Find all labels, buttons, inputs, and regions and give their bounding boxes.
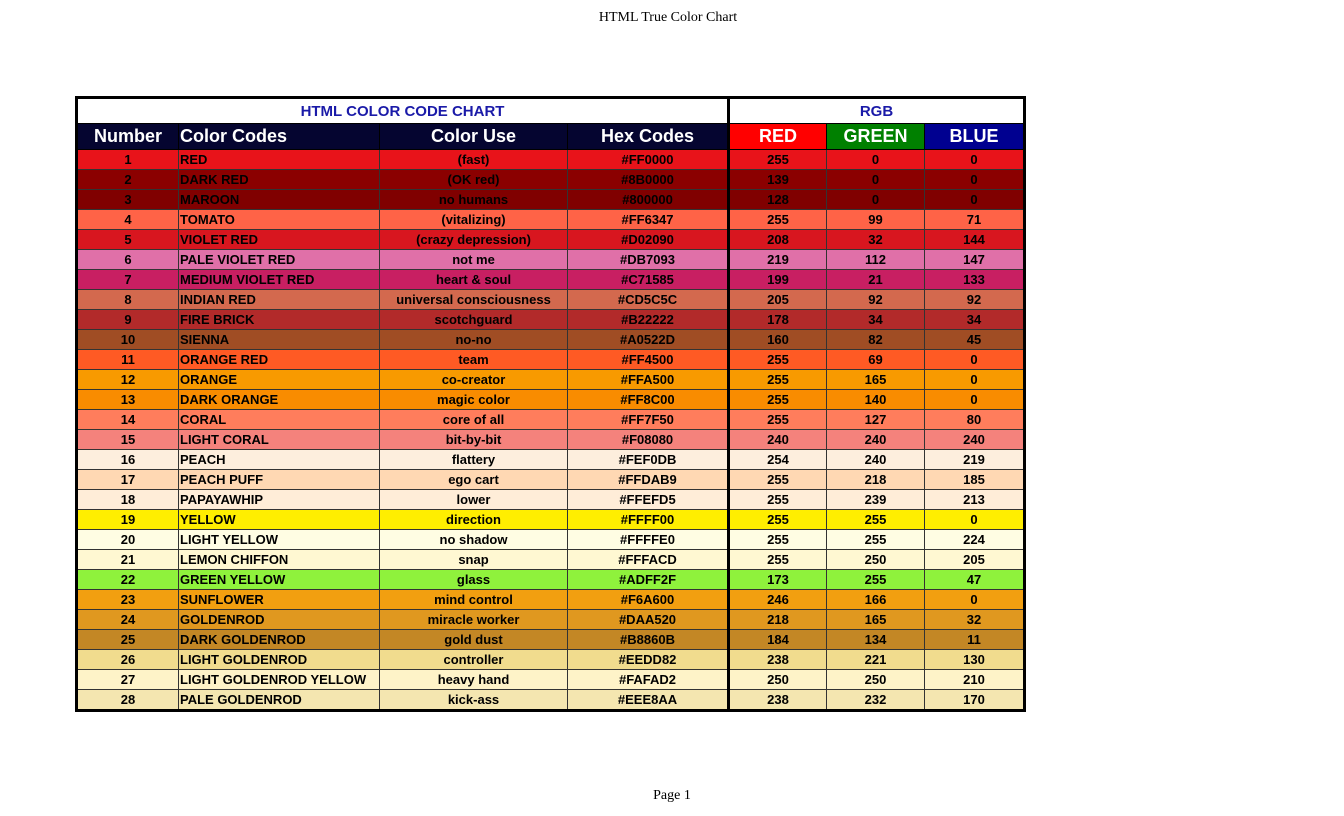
table-row [77,670,1025,690]
row-color-name: LIGHT CORAL [179,430,380,450]
row-green-value: 239 [827,490,925,510]
row-number: 24 [77,610,179,630]
column-header-green: GREEN [827,124,925,150]
row-color-use: snap [380,550,568,570]
column-header-hex-codes: Hex Codes [568,124,729,150]
color-code-table [75,96,1026,712]
table-row [77,210,1025,230]
row-red-value: 246 [729,590,827,610]
row-number: 6 [77,250,179,270]
row-red-value: 255 [729,530,827,550]
table-row [77,250,1025,270]
row-blue-value: 0 [925,370,1025,390]
row-color-name: DARK ORANGE [179,390,380,410]
row-number: 8 [77,290,179,310]
row-color-name: PALE GOLDENROD [179,690,380,711]
row-color-name: DARK RED [179,170,380,190]
row-number: 27 [77,670,179,690]
row-color-use: kick-ass [380,690,568,711]
row-color-name: LIGHT GOLDENROD YELLOW [179,670,380,690]
row-hex-code: #ADFF2F [568,570,729,590]
row-color-name: ORANGE [179,370,380,390]
row-color-name: PEACH [179,450,380,470]
row-green-value: 250 [827,550,925,570]
row-number: 12 [77,370,179,390]
row-color-use: no humans [380,190,568,210]
table-row [77,330,1025,350]
row-color-name: LIGHT GOLDENROD [179,650,380,670]
row-blue-value: 0 [925,510,1025,530]
row-blue-value: 0 [925,190,1025,210]
row-red-value: 255 [729,470,827,490]
row-color-use: universal consciousness [380,290,568,310]
row-blue-value: 0 [925,590,1025,610]
row-number: 23 [77,590,179,610]
row-number: 13 [77,390,179,410]
row-color-name: VIOLET RED [179,230,380,250]
row-blue-value: 213 [925,490,1025,510]
row-blue-value: 34 [925,310,1025,330]
row-blue-value: 205 [925,550,1025,570]
row-green-value: 165 [827,370,925,390]
row-color-use: not me [380,250,568,270]
row-number: 20 [77,530,179,550]
table-row [77,390,1025,410]
row-color-use: heavy hand [380,670,568,690]
row-blue-value: 45 [925,330,1025,350]
row-blue-value: 32 [925,610,1025,630]
row-blue-value: 130 [925,650,1025,670]
row-number: 26 [77,650,179,670]
row-green-value: 99 [827,210,925,230]
row-blue-value: 144 [925,230,1025,250]
row-color-name: CORAL [179,410,380,430]
row-blue-value: 147 [925,250,1025,270]
row-red-value: 255 [729,150,827,170]
row-green-value: 0 [827,170,925,190]
row-red-value: 255 [729,370,827,390]
table-row [77,690,1025,711]
table-row [77,410,1025,430]
row-green-value: 255 [827,570,925,590]
row-red-value: 238 [729,690,827,711]
row-green-value: 0 [827,150,925,170]
row-color-use: flattery [380,450,568,470]
row-green-value: 134 [827,630,925,650]
row-green-value: 232 [827,690,925,711]
row-color-use: team [380,350,568,370]
row-color-name: PALE VIOLET RED [179,250,380,270]
row-color-use: no shadow [380,530,568,550]
row-hex-code: #FF6347 [568,210,729,230]
row-green-value: 165 [827,610,925,630]
row-green-value: 92 [827,290,925,310]
row-color-name: MAROON [179,190,380,210]
row-hex-code: #FFFACD [568,550,729,570]
row-color-name: INDIAN RED [179,290,380,310]
row-number: 11 [77,350,179,370]
row-green-value: 21 [827,270,925,290]
row-color-use: mind control [380,590,568,610]
row-hex-code: #FF8C00 [568,390,729,410]
row-red-value: 178 [729,310,827,330]
row-red-value: 238 [729,650,827,670]
row-number: 4 [77,210,179,230]
page-header: HTML True Color Chart [598,10,738,25]
row-blue-value: 224 [925,530,1025,550]
table-row [77,490,1025,510]
row-red-value: 139 [729,170,827,190]
column-header-color-use: Color Use [380,124,568,150]
row-color-use: bit-by-bit [380,430,568,450]
row-number: 1 [77,150,179,170]
row-red-value: 219 [729,250,827,270]
row-color-use: core of all [380,410,568,430]
row-green-value: 112 [827,250,925,270]
rgb-title: RGB [729,98,1025,124]
row-red-value: 250 [729,670,827,690]
row-red-value: 218 [729,610,827,630]
row-number: 28 [77,690,179,711]
row-green-value: 218 [827,470,925,490]
row-color-use: miracle worker [380,610,568,630]
row-hex-code: #FFFF00 [568,510,729,530]
row-color-use: heart & soul [380,270,568,290]
row-hex-code: #FFFFE0 [568,530,729,550]
row-number: 18 [77,490,179,510]
row-green-value: 140 [827,390,925,410]
row-green-value: 34 [827,310,925,330]
row-number: 22 [77,570,179,590]
row-red-value: 160 [729,330,827,350]
table-row [77,290,1025,310]
row-hex-code: #A0522D [568,330,729,350]
table-row [77,590,1025,610]
row-color-use: magic color [380,390,568,410]
row-hex-code: #D02090 [568,230,729,250]
row-number: 7 [77,270,179,290]
table-title-row [77,98,1025,124]
row-green-value: 240 [827,430,925,450]
row-hex-code: #FFDAB9 [568,470,729,490]
page-footer: Page 1 [653,788,691,803]
row-color-use: glass [380,570,568,590]
row-red-value: 128 [729,190,827,210]
row-color-name: YELLOW [179,510,380,530]
row-hex-code: #CD5C5C [568,290,729,310]
row-color-name: LIGHT YELLOW [179,530,380,550]
table-row [77,430,1025,450]
row-hex-code: #FFA500 [568,370,729,390]
row-green-value: 250 [827,670,925,690]
row-green-value: 127 [827,410,925,430]
row-blue-value: 47 [925,570,1025,590]
row-hex-code: #B22222 [568,310,729,330]
row-color-use: gold dust [380,630,568,650]
row-green-value: 255 [827,530,925,550]
row-blue-value: 0 [925,350,1025,370]
row-blue-value: 240 [925,430,1025,450]
row-hex-code: #EEDD82 [568,650,729,670]
table-row [77,230,1025,250]
row-color-name: LEMON CHIFFON [179,550,380,570]
row-red-value: 208 [729,230,827,250]
row-red-value: 184 [729,630,827,650]
row-blue-value: 11 [925,630,1025,650]
row-color-use: (OK red) [380,170,568,190]
row-color-name: MEDIUM VIOLET RED [179,270,380,290]
row-hex-code: #F6A600 [568,590,729,610]
row-number: 21 [77,550,179,570]
row-blue-value: 170 [925,690,1025,711]
table-row [77,570,1025,590]
column-header-red: RED [729,124,827,150]
row-hex-code: #DB7093 [568,250,729,270]
row-blue-value: 0 [925,170,1025,190]
row-color-name: PAPAYAWHIP [179,490,380,510]
row-green-value: 32 [827,230,925,250]
row-color-name: ORANGE RED [179,350,380,370]
table-row [77,190,1025,210]
row-blue-value: 219 [925,450,1025,470]
row-number: 19 [77,510,179,530]
row-hex-code: #FF7F50 [568,410,729,430]
row-green-value: 82 [827,330,925,350]
table-row [77,510,1025,530]
table-row [77,630,1025,650]
column-header-color-codes: Color Codes [179,124,380,150]
table-row [77,310,1025,330]
row-number: 9 [77,310,179,330]
row-number: 15 [77,430,179,450]
row-color-name: SUNFLOWER [179,590,380,610]
row-hex-code: #FFEFD5 [568,490,729,510]
row-green-value: 221 [827,650,925,670]
row-red-value: 255 [729,210,827,230]
table-row [77,150,1025,170]
row-blue-value: 185 [925,470,1025,490]
row-color-name: TOMATO [179,210,380,230]
row-red-value: 255 [729,350,827,370]
row-hex-code: #FAFAD2 [568,670,729,690]
row-hex-code: #C71585 [568,270,729,290]
row-number: 16 [77,450,179,470]
row-number: 2 [77,170,179,190]
row-color-name: FIRE BRICK [179,310,380,330]
row-color-use: (vitalizing) [380,210,568,230]
row-blue-value: 0 [925,150,1025,170]
row-hex-code: #F08080 [568,430,729,450]
row-color-use: no-no [380,330,568,350]
row-blue-value: 210 [925,670,1025,690]
row-color-name: DARK GOLDENROD [179,630,380,650]
row-color-name: GOLDENROD [179,610,380,630]
row-green-value: 166 [827,590,925,610]
row-color-use: direction [380,510,568,530]
row-color-name: GREEN YELLOW [179,570,380,590]
row-green-value: 240 [827,450,925,470]
row-color-use: co-creator [380,370,568,390]
row-red-value: 255 [729,490,827,510]
row-color-use: scotchguard [380,310,568,330]
row-color-use: controller [380,650,568,670]
row-red-value: 205 [729,290,827,310]
row-blue-value: 71 [925,210,1025,230]
row-hex-code: #FEF0DB [568,450,729,470]
table-row [77,650,1025,670]
row-color-name: SIENNA [179,330,380,350]
row-green-value: 69 [827,350,925,370]
row-green-value: 255 [827,510,925,530]
row-hex-code: #DAA520 [568,610,729,630]
row-color-use: (crazy depression) [380,230,568,250]
table-row [77,550,1025,570]
table-row [77,350,1025,370]
row-color-use: ego cart [380,470,568,490]
row-hex-code: #8B0000 [568,170,729,190]
table-title: HTML COLOR CODE CHART [77,98,729,124]
row-red-value: 254 [729,450,827,470]
row-number: 10 [77,330,179,350]
row-hex-code: #EEE8AA [568,690,729,711]
row-color-name: PEACH PUFF [179,470,380,490]
row-hex-code: #FF0000 [568,150,729,170]
row-red-value: 199 [729,270,827,290]
row-red-value: 255 [729,550,827,570]
column-header-number: Number [77,124,179,150]
row-red-value: 255 [729,390,827,410]
row-red-value: 173 [729,570,827,590]
table-row [77,170,1025,190]
row-number: 5 [77,230,179,250]
table-row [77,470,1025,490]
row-color-use: lower [380,490,568,510]
row-hex-code: #B8860B [568,630,729,650]
table-row [77,450,1025,470]
table-header-row [77,124,1025,150]
table-row [77,610,1025,630]
row-hex-code: #FF4500 [568,350,729,370]
row-red-value: 240 [729,430,827,450]
table-row [77,530,1025,550]
row-red-value: 255 [729,510,827,530]
row-number: 3 [77,190,179,210]
row-number: 17 [77,470,179,490]
row-number: 14 [77,410,179,430]
table-row [77,370,1025,390]
row-blue-value: 92 [925,290,1025,310]
row-hex-code: #800000 [568,190,729,210]
table-row [77,270,1025,290]
row-number: 25 [77,630,179,650]
row-red-value: 255 [729,410,827,430]
row-color-name: RED [179,150,380,170]
row-blue-value: 0 [925,390,1025,410]
row-green-value: 0 [827,190,925,210]
column-header-blue: BLUE [925,124,1025,150]
row-color-use: (fast) [380,150,568,170]
row-blue-value: 133 [925,270,1025,290]
row-blue-value: 80 [925,410,1025,430]
